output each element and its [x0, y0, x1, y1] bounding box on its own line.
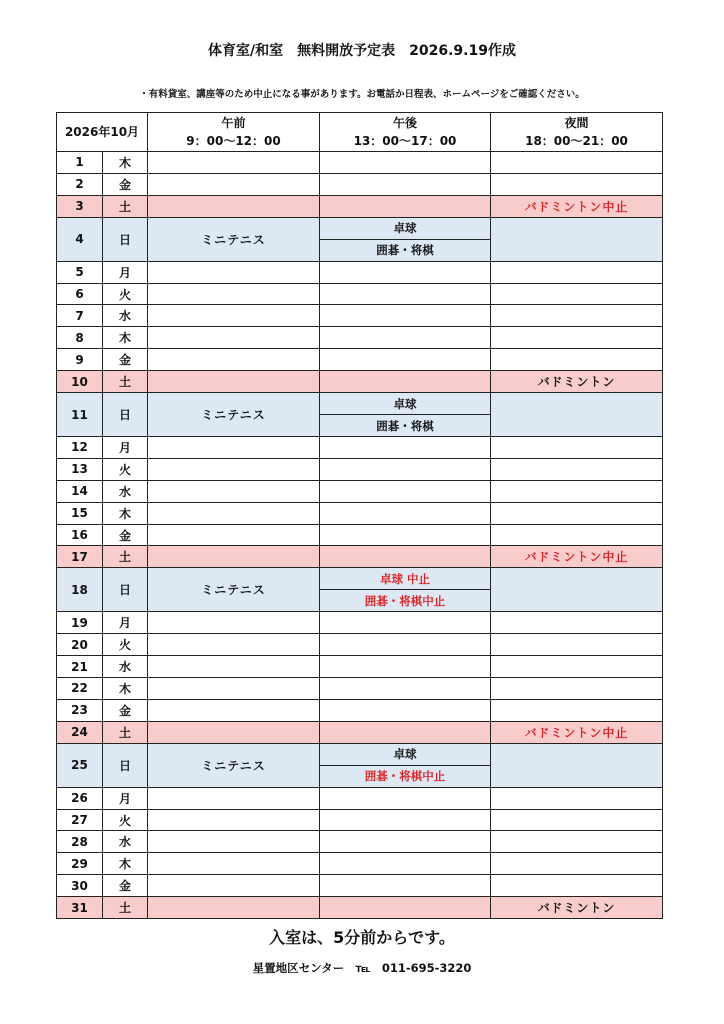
table-row: [57, 458, 663, 480]
day-number-cell: 7: [57, 305, 103, 327]
night-cell: [491, 283, 663, 305]
afternoon-event-bottom: 囲碁・将棋: [376, 243, 434, 258]
day-number-cell: 3: [57, 195, 103, 217]
night-cell: [491, 502, 663, 524]
afternoon-cell: [320, 546, 491, 568]
night-cell: [491, 524, 663, 546]
afternoon-cell: [320, 787, 491, 809]
day-of-week-cell: 火: [103, 458, 148, 480]
afternoon-cell: [320, 305, 491, 327]
table-row: [57, 678, 663, 700]
day-of-week-cell: 水: [103, 480, 148, 502]
morning-cell: [148, 831, 320, 853]
day-number-cell: 19: [57, 612, 103, 634]
day-of-week-cell: 日: [103, 743, 148, 787]
afternoon-cell: [320, 217, 491, 261]
day-of-week-cell: 金: [103, 875, 148, 897]
page-title: 体育室/和室 無料開放予定表 2026.9.19作成: [208, 43, 516, 59]
table-row: [57, 809, 663, 831]
night-cell: [491, 809, 663, 831]
afternoon-cell: [320, 195, 491, 217]
night-cell: [491, 656, 663, 678]
table-row: [57, 437, 663, 459]
night-cell: [491, 458, 663, 480]
afternoon-cell: [320, 349, 491, 371]
afternoon-cell: [320, 152, 491, 174]
afternoon-cell: [320, 875, 491, 897]
day-number-cell: 14: [57, 480, 103, 502]
morning-time: 9：00～12：00: [186, 134, 281, 148]
day-of-week-cell: 金: [103, 349, 148, 371]
night-cell: [491, 875, 663, 897]
afternoon-event-top: 卓球: [320, 218, 490, 240]
table-header-row: [57, 113, 663, 152]
day-of-week-cell: 土: [103, 546, 148, 568]
day-of-week-cell: 木: [103, 678, 148, 700]
afternoon-header: [320, 113, 491, 152]
day-number-cell: 25: [57, 743, 103, 787]
night-cell: [491, 831, 663, 853]
morning-cell: [148, 502, 320, 524]
afternoon-split: [320, 393, 490, 436]
day-of-week-cell: 土: [103, 721, 148, 743]
afternoon-cell: [320, 261, 491, 283]
table-row: [57, 612, 663, 634]
afternoon-cell: [320, 327, 491, 349]
table-row: [57, 371, 663, 393]
morning-cell: ミニテニス: [148, 568, 320, 612]
table-row: [57, 283, 663, 305]
notice-text: ・有料貸室、講座等のため中止になる事があります。お電話か日程表、ホームページをご確認ください。: [139, 89, 585, 100]
morning-cell: [148, 437, 320, 459]
afternoon-event-bottom: 囲碁・将棋: [376, 418, 434, 433]
day-of-week-cell: 火: [103, 283, 148, 305]
day-number-cell: 2: [57, 173, 103, 195]
day-of-week-cell: 月: [103, 787, 148, 809]
table-row: [57, 546, 663, 568]
afternoon-cell: [320, 743, 491, 787]
morning-cell: [148, 283, 320, 305]
day-of-week-cell: 木: [103, 502, 148, 524]
day-number-cell: 4: [57, 217, 103, 261]
afternoon-cell: [320, 524, 491, 546]
day-number-cell: 29: [57, 853, 103, 875]
day-of-week-cell: 日: [103, 393, 148, 437]
night-cell: [491, 678, 663, 700]
month-header: 2026年10月: [57, 113, 148, 152]
night-cell: [491, 305, 663, 327]
table-row: [57, 875, 663, 897]
night-cell: [491, 612, 663, 634]
night-label: 夜間: [564, 116, 589, 130]
day-number-cell: 24: [57, 721, 103, 743]
table-row: [57, 393, 663, 437]
table-row: [57, 897, 663, 919]
morning-cell: [148, 897, 320, 919]
day-of-week-cell: 水: [103, 656, 148, 678]
afternoon-split: [320, 568, 490, 611]
afternoon-cell: [320, 371, 491, 393]
day-of-week-cell: 火: [103, 634, 148, 656]
day-of-week-cell: 水: [103, 831, 148, 853]
day-of-week-cell: 月: [103, 612, 148, 634]
day-of-week-cell: 金: [103, 524, 148, 546]
night-cell: [491, 787, 663, 809]
afternoon-cell: [320, 721, 491, 743]
table-row: [57, 743, 663, 787]
schedule-table: [56, 112, 663, 919]
day-of-week-cell: 木: [103, 327, 148, 349]
table-row: [57, 568, 663, 612]
day-of-week-cell: 月: [103, 437, 148, 459]
afternoon-cell: [320, 897, 491, 919]
morning-cell: [148, 305, 320, 327]
day-number-cell: 15: [57, 502, 103, 524]
morning-cell: [148, 152, 320, 174]
entry-notice: 入室は、5分前からです。: [269, 928, 455, 947]
day-of-week-cell: 金: [103, 173, 148, 195]
day-of-week-cell: 火: [103, 809, 148, 831]
day-number-cell: 17: [57, 546, 103, 568]
morning-cell: [148, 480, 320, 502]
night-header: [491, 113, 663, 152]
morning-cell: [148, 612, 320, 634]
table-row: [57, 173, 663, 195]
morning-cell: [148, 678, 320, 700]
table-row: [57, 349, 663, 371]
table-row: [57, 721, 663, 743]
day-of-week-cell: 木: [103, 152, 148, 174]
afternoon-cell: [320, 568, 491, 612]
afternoon-cell: [320, 480, 491, 502]
afternoon-cell: [320, 612, 491, 634]
day-number-cell: 26: [57, 787, 103, 809]
day-number-cell: 18: [57, 568, 103, 612]
afternoon-cell: [320, 809, 491, 831]
table-row: [57, 327, 663, 349]
night-cell: [491, 349, 663, 371]
morning-cell: [148, 656, 320, 678]
night-cell: [491, 853, 663, 875]
morning-cell: [148, 371, 320, 393]
afternoon-event-top: 卓球 中止: [320, 568, 490, 590]
night-cell: [491, 634, 663, 656]
morning-cell: ミニテニス: [148, 393, 320, 437]
morning-cell: [148, 327, 320, 349]
table-row: [57, 524, 663, 546]
morning-cell: [148, 261, 320, 283]
day-of-week-cell: 金: [103, 699, 148, 721]
table-row: [57, 195, 663, 217]
morning-label: 午前: [221, 116, 246, 130]
day-of-week-cell: 土: [103, 371, 148, 393]
afternoon-cell: [320, 173, 491, 195]
day-number-cell: 12: [57, 437, 103, 459]
night-cell: バドミントン中止: [491, 195, 663, 217]
table-row: [57, 787, 663, 809]
afternoon-cell: [320, 437, 491, 459]
schedule-body: [57, 152, 663, 919]
afternoon-cell: [320, 502, 491, 524]
morning-cell: [148, 699, 320, 721]
morning-cell: [148, 634, 320, 656]
night-cell: バドミントン: [491, 371, 663, 393]
night-cell: [491, 327, 663, 349]
afternoon-event-top: 卓球: [320, 393, 490, 415]
day-number-cell: 10: [57, 371, 103, 393]
afternoon-cell: [320, 853, 491, 875]
night-cell: [491, 393, 663, 437]
day-number-cell: 8: [57, 327, 103, 349]
afternoon-cell: [320, 831, 491, 853]
night-cell: [491, 152, 663, 174]
night-cell: [491, 699, 663, 721]
afternoon-cell: [320, 634, 491, 656]
table-row: [57, 699, 663, 721]
day-number-cell: 9: [57, 349, 103, 371]
day-number-cell: 28: [57, 831, 103, 853]
morning-cell: [148, 875, 320, 897]
morning-header: [148, 113, 320, 152]
night-cell: [491, 568, 663, 612]
morning-cell: [148, 195, 320, 217]
morning-cell: ミニテニス: [148, 217, 320, 261]
night-cell: [491, 217, 663, 261]
day-of-week-cell: 木: [103, 853, 148, 875]
table-row: [57, 502, 663, 524]
day-number-cell: 22: [57, 678, 103, 700]
day-of-week-cell: 日: [103, 217, 148, 261]
table-row: [57, 831, 663, 853]
day-number-cell: 11: [57, 393, 103, 437]
night-cell: バドミントン中止: [491, 546, 663, 568]
morning-cell: [148, 173, 320, 195]
afternoon-event-bottom: 囲碁・将棋中止: [364, 769, 446, 784]
morning-cell: ミニテニス: [148, 743, 320, 787]
morning-cell: [148, 546, 320, 568]
morning-cell: [148, 809, 320, 831]
afternoon-cell: [320, 678, 491, 700]
night-cell: [491, 743, 663, 787]
night-cell: [491, 480, 663, 502]
night-time: 18：00～21：00: [525, 134, 628, 148]
table-row: [57, 261, 663, 283]
day-number-cell: 16: [57, 524, 103, 546]
night-cell: [491, 437, 663, 459]
morning-cell: [148, 349, 320, 371]
day-number-cell: 13: [57, 458, 103, 480]
afternoon-event-bottom: 囲碁・将棋中止: [364, 593, 446, 608]
afternoon-cell: [320, 283, 491, 305]
night-cell: [491, 261, 663, 283]
day-number-cell: 6: [57, 283, 103, 305]
table-row: [57, 853, 663, 875]
afternoon-cell: [320, 699, 491, 721]
table-row: [57, 480, 663, 502]
table-row: [57, 217, 663, 261]
night-cell: バドミントン: [491, 897, 663, 919]
afternoon-split: [320, 218, 490, 261]
day-number-cell: 23: [57, 699, 103, 721]
day-of-week-cell: 日: [103, 568, 148, 612]
morning-cell: [148, 524, 320, 546]
day-number-cell: 30: [57, 875, 103, 897]
afternoon-label: 午後: [393, 116, 418, 130]
morning-cell: [148, 458, 320, 480]
table-row: [57, 656, 663, 678]
morning-cell: [148, 853, 320, 875]
day-number-cell: 31: [57, 897, 103, 919]
afternoon-cell: [320, 656, 491, 678]
table-row: [57, 152, 663, 174]
day-number-cell: 21: [57, 656, 103, 678]
morning-cell: [148, 787, 320, 809]
contact-info: 星置地区センター ℡ 011-695-3220: [252, 961, 472, 975]
night-cell: [491, 173, 663, 195]
morning-cell: [148, 721, 320, 743]
day-of-week-cell: 月: [103, 261, 148, 283]
afternoon-cell: [320, 458, 491, 480]
afternoon-split: [320, 744, 490, 787]
day-of-week-cell: 土: [103, 195, 148, 217]
day-number-cell: 27: [57, 809, 103, 831]
afternoon-cell: [320, 393, 491, 437]
table-row: [57, 634, 663, 656]
day-of-week-cell: 土: [103, 897, 148, 919]
day-of-week-cell: 水: [103, 305, 148, 327]
table-row: [57, 305, 663, 327]
night-cell: バドミントン中止: [491, 721, 663, 743]
day-number-cell: 5: [57, 261, 103, 283]
day-number-cell: 1: [57, 152, 103, 174]
afternoon-time: 13：00～17：00: [353, 134, 457, 148]
afternoon-event-top: 卓球: [320, 744, 490, 766]
day-number-cell: 20: [57, 634, 103, 656]
